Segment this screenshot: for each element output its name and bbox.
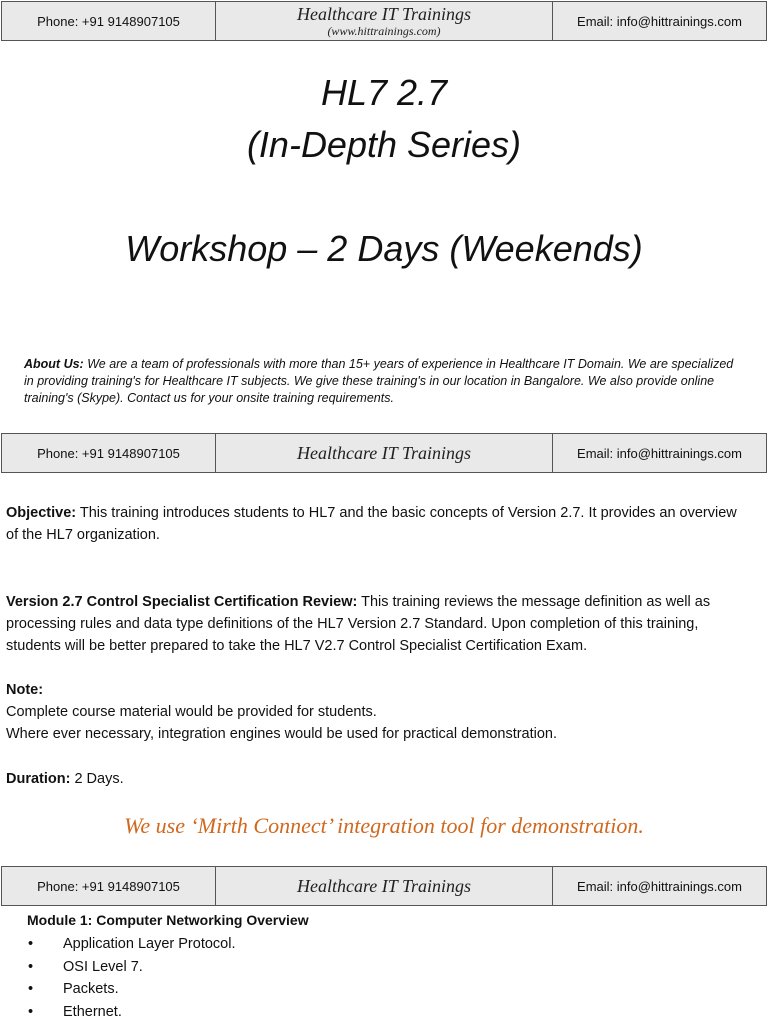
list-item bbox=[28, 978, 236, 1001]
tool-note: We use ‘Mirth Connect’ integration tool for demonstration. bbox=[124, 813, 644, 838]
about-paragraph bbox=[24, 356, 744, 407]
objective-label: Objective: bbox=[6, 505, 77, 521]
list-item bbox=[28, 933, 236, 956]
header-email-link[interactable]: Email: info@hittrainings.com bbox=[577, 13, 742, 29]
header-brand: Healthcare IT Trainings bbox=[296, 442, 471, 463]
list-item bbox=[28, 1001, 236, 1024]
header-phone: Phone: +91 9148907105 bbox=[2, 867, 216, 905]
bullet-icon: • bbox=[28, 936, 34, 952]
header-email-link[interactable]: Email: info@hittrainings.com bbox=[577, 878, 742, 894]
note-line-1: Complete course material would be provided for students. bbox=[6, 704, 377, 720]
duration-paragraph bbox=[6, 768, 746, 790]
objective-text: This training introduces students to HL7 and the basic concepts of Version 2.7. It provides an overview of the HL7 organization. bbox=[6, 505, 737, 543]
title-line-1: HL7 2.7 bbox=[320, 72, 448, 113]
bullet-icon: • bbox=[28, 958, 34, 975]
header-website-link[interactable]: (www.hittrainings.com) bbox=[327, 23, 441, 38]
duration-text: 2 Days. bbox=[70, 771, 124, 787]
note-line-2: Where ever necessary, integration engines would be used for practical demonstration. bbox=[6, 726, 558, 742]
bullet-icon: • bbox=[28, 1003, 34, 1020]
header-phone: Phone: +91 9148907105 bbox=[2, 2, 216, 40]
module-1-title: Module 1: Computer Networking Overview bbox=[27, 912, 309, 928]
certification-label: Version 2.7 Control Specialist Certification Review: bbox=[6, 594, 358, 610]
note-label: Note: bbox=[6, 682, 44, 698]
header-brand: Healthcare IT Trainings bbox=[296, 3, 471, 24]
note-section bbox=[6, 679, 746, 745]
header-phone: Phone: +91 9148907105 bbox=[2, 434, 216, 472]
certification-paragraph bbox=[6, 591, 746, 657]
about-label: About Us: bbox=[24, 357, 84, 371]
header-brand: Healthcare IT Trainings bbox=[296, 875, 471, 896]
about-text: We are a team of professionals with more than 15+ years of experience in Healthcare IT Domain. We are specialized in providing training's for Healthcare IT subjects. We give these training's in our location in Bangalore. We also provide online training's (Skype). Contact us for your onsite training requirements. bbox=[24, 357, 734, 405]
duration-label: Duration: bbox=[6, 771, 71, 787]
header-bar-bottom bbox=[1, 866, 767, 906]
certification-text: This training reviews the message definition as well as processing rules and data type definitions of the HL7 Version 2.7 Standard. Upon completion of this training, students will be better prepared to take the HL7 V2.7 Control Specialist Certification Exam. bbox=[6, 594, 711, 654]
title-line-2: (In-Depth Series) bbox=[246, 124, 522, 165]
header-brand-cell bbox=[216, 2, 553, 40]
header-bar-middle bbox=[1, 433, 767, 473]
module-1-list bbox=[28, 933, 236, 1023]
list-item-text: Ethernet. bbox=[63, 1003, 122, 1020]
list-item bbox=[28, 956, 236, 979]
bullet-icon: • bbox=[28, 981, 34, 997]
title-line-3: Workshop – 2 Days (Weekends) bbox=[125, 228, 643, 269]
header-bar-top bbox=[1, 1, 767, 41]
header-brand-cell bbox=[216, 434, 553, 472]
objective-paragraph bbox=[6, 502, 746, 546]
header-email-link[interactable]: Email: info@hittrainings.com bbox=[577, 445, 742, 461]
list-item-text: Packets. bbox=[63, 981, 119, 997]
list-item-text: Application Layer Protocol. bbox=[63, 936, 236, 952]
header-brand-cell bbox=[216, 867, 553, 905]
list-item-text: OSI Level 7. bbox=[63, 958, 143, 975]
